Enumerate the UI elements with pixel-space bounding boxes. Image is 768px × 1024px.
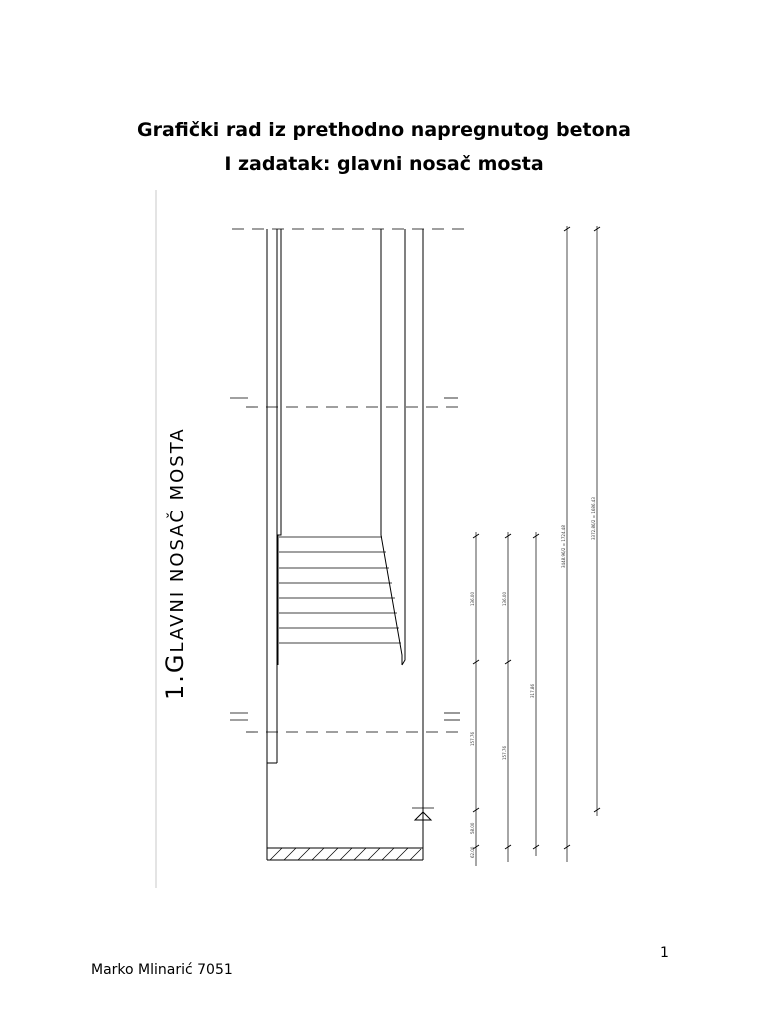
document-title-line-2: I zadatak: glavni nosač mosta	[224, 153, 544, 175]
footing-hatch	[270, 848, 421, 860]
dimension-label: 58.00	[470, 822, 475, 834]
tendon-lines	[279, 537, 401, 643]
dimension-label: 136.00	[470, 592, 475, 606]
dimension-label: 157.76	[502, 746, 507, 760]
dimension-label: 3448.96/2 = 1724.48	[561, 525, 566, 568]
dimension-label: 157.76	[470, 732, 475, 746]
girder-outline	[267, 229, 423, 860]
dimension-label: 62.00	[470, 846, 475, 858]
page-number: 1	[660, 945, 669, 961]
dimension-label: 317.86	[530, 684, 535, 698]
dimension-label: 136.00	[502, 592, 507, 606]
drawing-heading: 1.GLAVNI NOSAČ MOSTA	[161, 427, 189, 700]
author-footer: Marko Mlinarić 7051	[91, 962, 233, 978]
dimension-ticks	[473, 227, 600, 849]
document-title-line-1: Grafički rad iz prethodno napregnutog betona	[137, 119, 631, 141]
dimension-lines	[476, 226, 597, 866]
section-ticks	[230, 398, 460, 720]
dimension-label: 3372.86/2 = 1686.43	[591, 497, 596, 540]
